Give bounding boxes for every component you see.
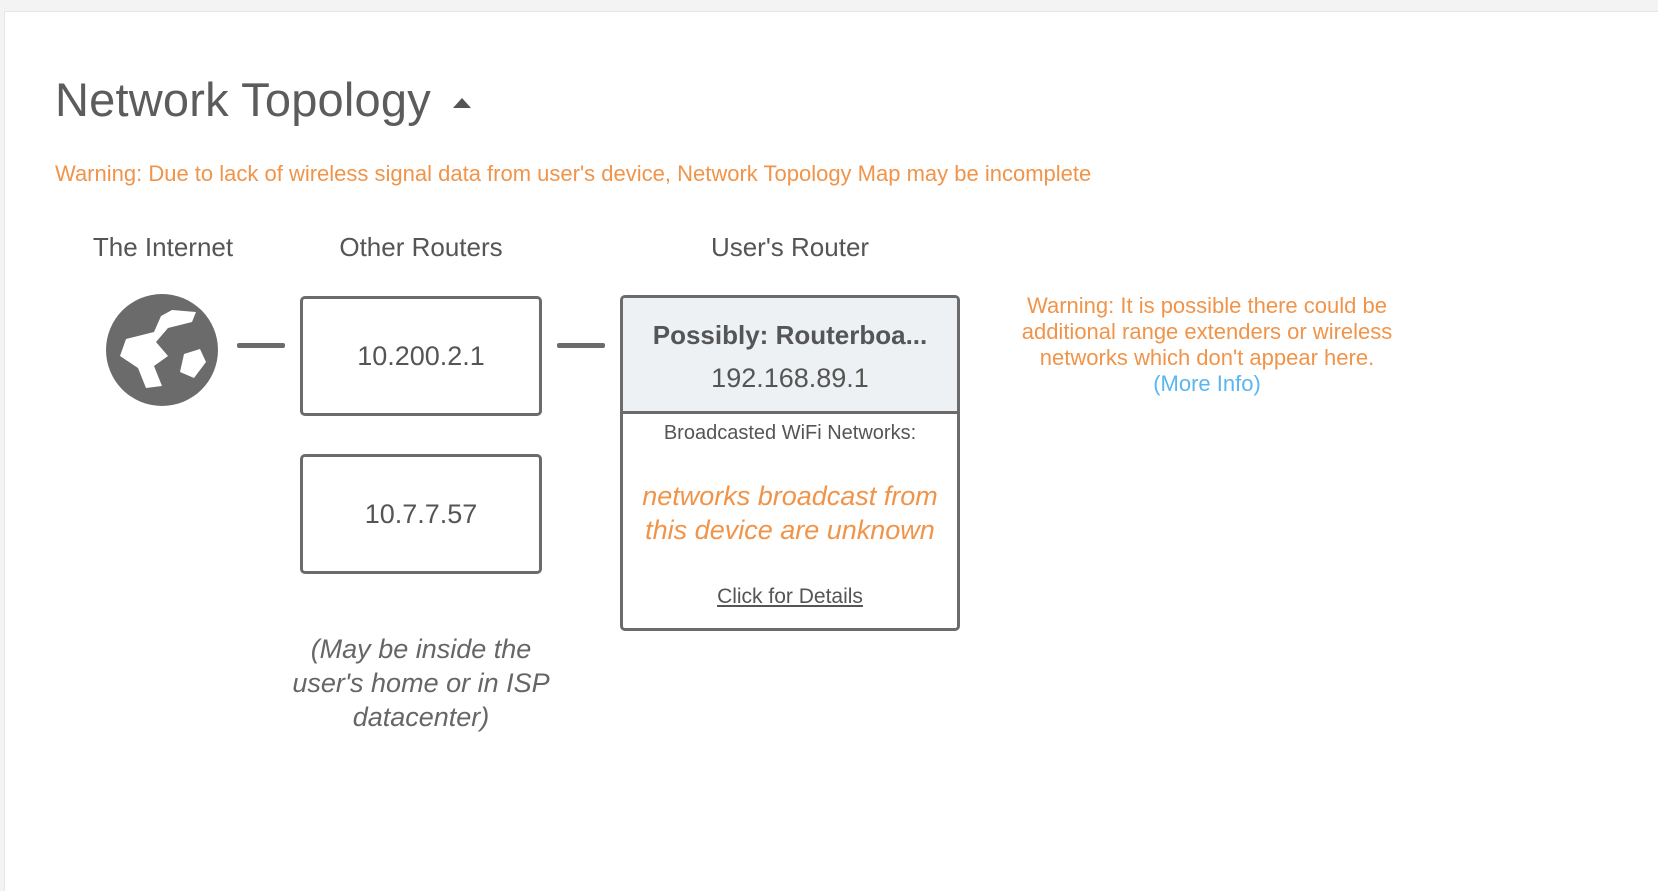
other-router-ip: 10.7.7.57 xyxy=(364,498,478,529)
extenders-warning xyxy=(1005,293,1409,397)
user-router-name: Possibly: Routerboa... xyxy=(652,320,928,350)
connector-line xyxy=(237,343,285,348)
click-for-details-link[interactable]: Click for Details xyxy=(717,585,863,608)
other-router-ip: 10.200.2.1 xyxy=(357,340,485,371)
user-router-box[interactable] xyxy=(620,295,960,631)
network-topology-card xyxy=(4,11,1658,891)
other-routers-note: (May be inside the user's home or in ISP datacenter) xyxy=(292,634,550,732)
globe-icon xyxy=(106,294,218,406)
broadcast-label: Broadcasted WiFi Networks: xyxy=(663,422,917,444)
user-router-ip: 192.168.89.1 xyxy=(711,363,869,393)
other-router-box xyxy=(300,296,542,416)
internet-label: The Internet xyxy=(92,232,234,262)
more-info-link[interactable]: (More Info) xyxy=(1153,371,1261,396)
section-header[interactable] xyxy=(55,72,471,127)
extenders-warning-text: Warning: It is possible there could be additional range extenders or wireless networks which don't appear here. xyxy=(1021,293,1393,370)
other-router-box xyxy=(300,454,542,574)
section-title: Network Topology xyxy=(55,73,431,126)
other-routers-label: Other Routers xyxy=(339,232,503,262)
user-router-body xyxy=(623,414,957,609)
caret-up-icon[interactable] xyxy=(453,98,471,108)
connector-line xyxy=(557,343,605,348)
user-router-header xyxy=(623,298,957,414)
user-router-label: User's Router xyxy=(710,232,870,262)
topology-warning: Warning: Due to lack of wireless signal data from user's device, Network Topology Map may be incomplete xyxy=(55,161,1092,186)
networks-unknown-text: networks broadcast from this device are unknown xyxy=(642,481,938,545)
